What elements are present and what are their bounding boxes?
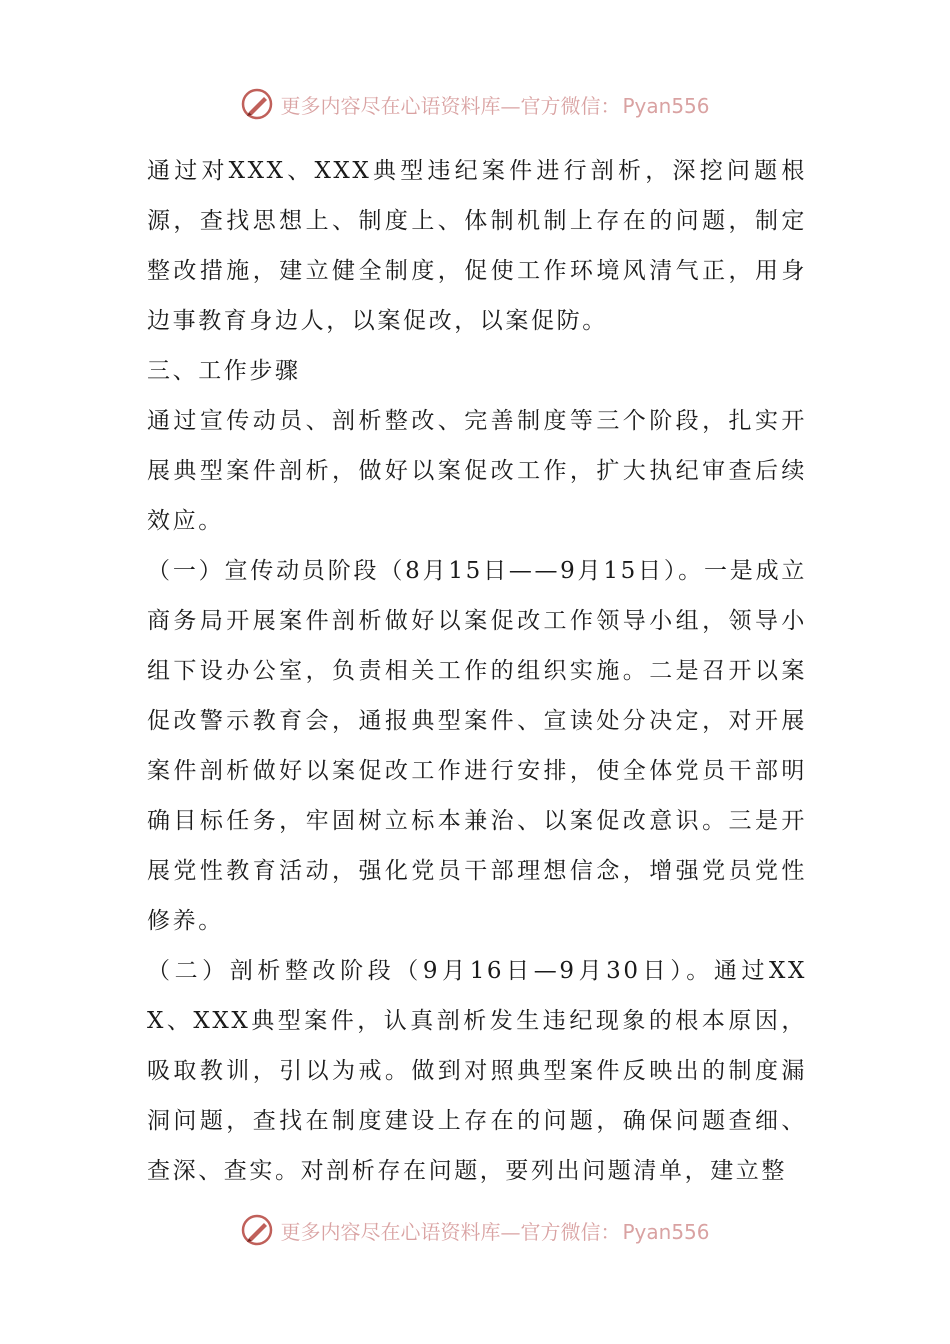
watermark-wechat-id: Pyan556	[622, 93, 710, 118]
watermark-text	[280, 90, 709, 119]
section-heading-steps: 三、工作步骤	[147, 358, 301, 384]
paragraph-steps-intro: 通过宣传动员、剖析整改、完善制度等三个阶段，扎实开展典型案件剖析，做好以案促改工作，扩大执纪审查后续效应。	[147, 408, 807, 534]
watermark-main: 更多内容尽在心语资料库	[280, 93, 501, 118]
watermark-dash: —	[500, 93, 521, 118]
watermark-wechat-label: 官方微信：	[520, 93, 621, 118]
header-watermark	[0, 84, 950, 124]
watermark-wechat-id: Pyan556	[622, 1219, 710, 1244]
paragraph-purpose: 通过对XXX、XXX典型违纪案件进行剖析，深挖问题根源，查找思想上、制度上、体制机制上存在的问题，制定整改措施，建立健全制度，促使工作环境风清气正，用身边事教育身边人，以案促改，以案促防。	[147, 158, 807, 334]
paragraph-stage-one: （一）宣传动员阶段（8月15日——9月15日）。一是成立商务局开展案件剖析做好以案促改工作领导小组，领导小组下设办公室，负责相关工作的组织实施。二是召开以案促改警示教育会，通报典型案件、宣读处分决定，对开展案件剖析做好以案促改工作进行安排，使全体党员干部明确目标任务，牢固树立标本兼治、以案促改意识。三是开展党性教育活动，强化党员干部理想信念，增强党员党性修养。	[147, 558, 807, 934]
footer-watermark	[0, 1210, 950, 1250]
watermark-dash: —	[500, 1219, 521, 1244]
pen-logo-icon	[240, 87, 274, 121]
pen-logo-icon	[240, 1213, 274, 1247]
watermark-wechat-label: 官方微信：	[520, 1219, 621, 1244]
watermark-main: 更多内容尽在心语资料库	[280, 1219, 501, 1244]
watermark-text	[280, 1216, 709, 1245]
paragraph-stage-two: （二）剖析整改阶段（9月16日—9月30日）。通过XXX、XXX典型案件，认真剖析发生违纪现象的根本原因，吸取教训，引以为戒。做到对照典型案件反映出的制度漏洞问题，查找在制度建设上存在的问题，确保问题查细、查深、查实。对剖析存在问题，要列出问题清单，建立整	[147, 958, 807, 1184]
document-body	[147, 146, 807, 1196]
